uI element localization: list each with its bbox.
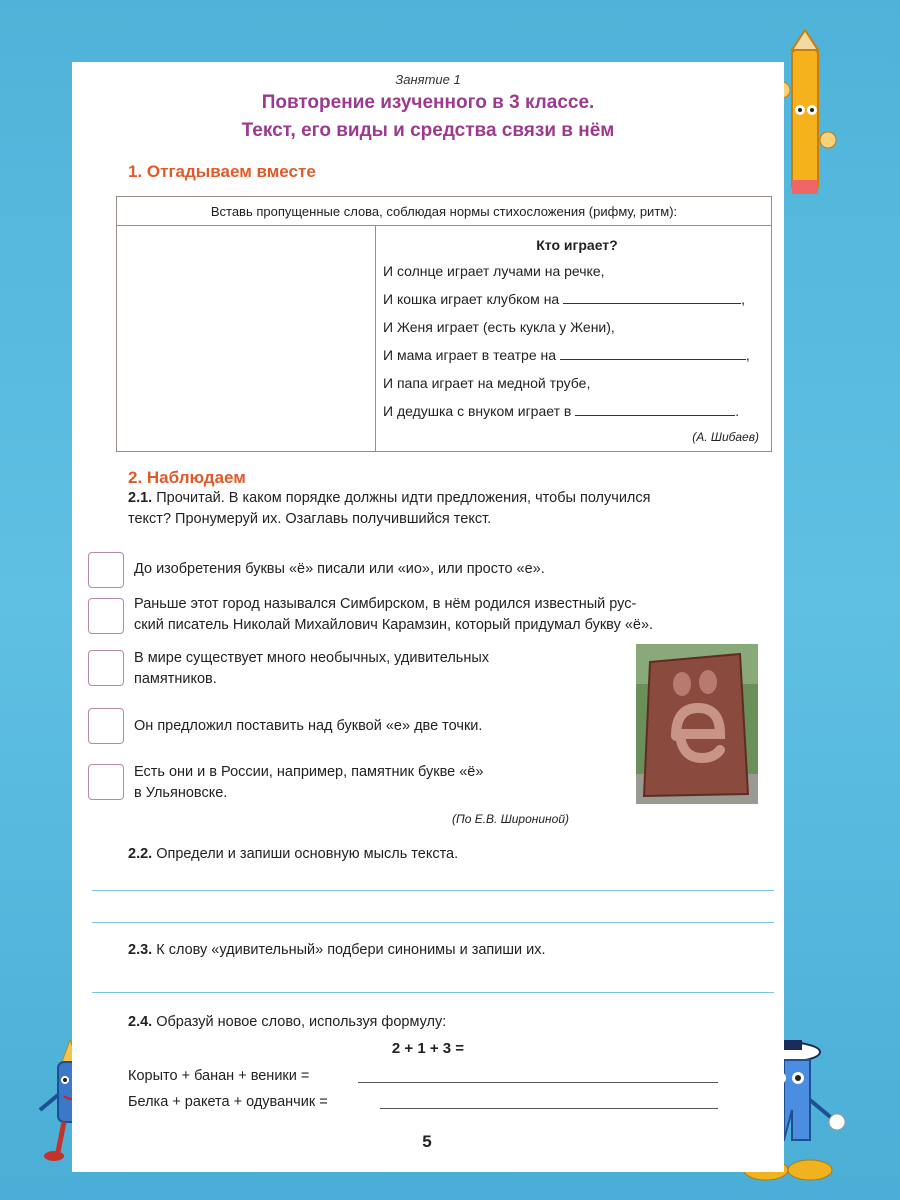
- order-checkbox-4[interactable]: [88, 708, 124, 744]
- section1-heading: 1. Отгадываем вместе: [128, 162, 316, 181]
- poem-line-3: И Женя играет (есть кукла у Жени),: [383, 319, 615, 335]
- poem-line-5: И папа играет на медной трубе,: [383, 375, 591, 391]
- task-2-1: 2.1. Прочитай. В каком порядке должны идти предложения, чтобы получился текст? Пронумеруй их. Озаглавь получившийся текст.: [128, 490, 651, 527]
- poem-line-4: И мама играет в театре на ,: [383, 347, 750, 363]
- sentence-1: До изобретения буквы «ё» писали или «ио», или просто «е».: [134, 561, 545, 577]
- poem-title: Кто играет?: [536, 237, 618, 253]
- poem-line-2: И кошка играет клубком на ,: [383, 291, 745, 307]
- poem-line-6: И дедушка с внуком играет в .: [383, 403, 740, 419]
- poem-box: [116, 196, 772, 452]
- answer-line[interactable]: [92, 890, 774, 891]
- lesson-label: Занятие 1: [395, 72, 461, 87]
- text-source: (По Е.В. Широниной): [452, 812, 569, 826]
- formula: 2 + 1 + 3 =: [391, 1040, 465, 1057]
- task-2-2: 2.2. Определи и запиши основную мысль текста.: [128, 846, 459, 862]
- task-2-3: 2.3. К слову «удивительный» подбери синонимы и запиши их.: [128, 942, 546, 958]
- sentence-2: Раньше этот город назывался Симбирском, в нём родился известный рус- ский писатель Николай Михайлович Карамзин, который придумал букву «ё».: [134, 596, 654, 633]
- sentence-4: Он предложил поставить над буквой «е» две точки.: [134, 718, 483, 734]
- sentence-5: Есть они и в России, например, памятник букве «ё» в Ульяновске.: [134, 764, 484, 801]
- poem-author: (А. Шибаев): [692, 430, 759, 444]
- poem-box-divider: [375, 226, 376, 451]
- blank-line[interactable]: [560, 348, 746, 360]
- workbook-page: [72, 62, 784, 1172]
- equation-1: Корыто + банан + веники =: [128, 1068, 310, 1084]
- answer-area[interactable]: [117, 227, 374, 451]
- answer-line[interactable]: [92, 922, 774, 923]
- poem-line-1: И солнце играет лучами на речке,: [383, 263, 605, 279]
- page-number: 5: [422, 1132, 432, 1151]
- sentence-3: В мире существует много необычных, удивительных памятников.: [134, 650, 490, 687]
- blank-line[interactable]: [575, 404, 735, 416]
- answer-line[interactable]: [92, 992, 774, 993]
- page-title-line1: Повторение изученного в 3 классе.: [261, 92, 595, 113]
- task-2-4: 2.4. Образуй новое слово, используя формулу:: [128, 1014, 447, 1030]
- answer-line[interactable]: [380, 1108, 718, 1109]
- order-checkbox-5[interactable]: [88, 764, 124, 800]
- answer-line[interactable]: [358, 1082, 718, 1083]
- order-checkbox-3[interactable]: [88, 650, 124, 686]
- order-checkbox-2[interactable]: [88, 598, 124, 634]
- monument-photo: [636, 644, 758, 804]
- section2-heading: 2. Наблюдаем: [128, 468, 246, 487]
- page-number-tab: [399, 1122, 455, 1162]
- blank-line[interactable]: [563, 292, 741, 304]
- poem-instruction: Вставь пропущенные слова, соблюдая нормы стихосложения (рифму, ритм):: [117, 197, 771, 226]
- order-checkbox-1[interactable]: [88, 552, 124, 588]
- equation-2: Белка + ракета + одуванчик =: [128, 1094, 328, 1110]
- page-title-line2: Текст, его виды и средства связи в нём: [241, 120, 615, 141]
